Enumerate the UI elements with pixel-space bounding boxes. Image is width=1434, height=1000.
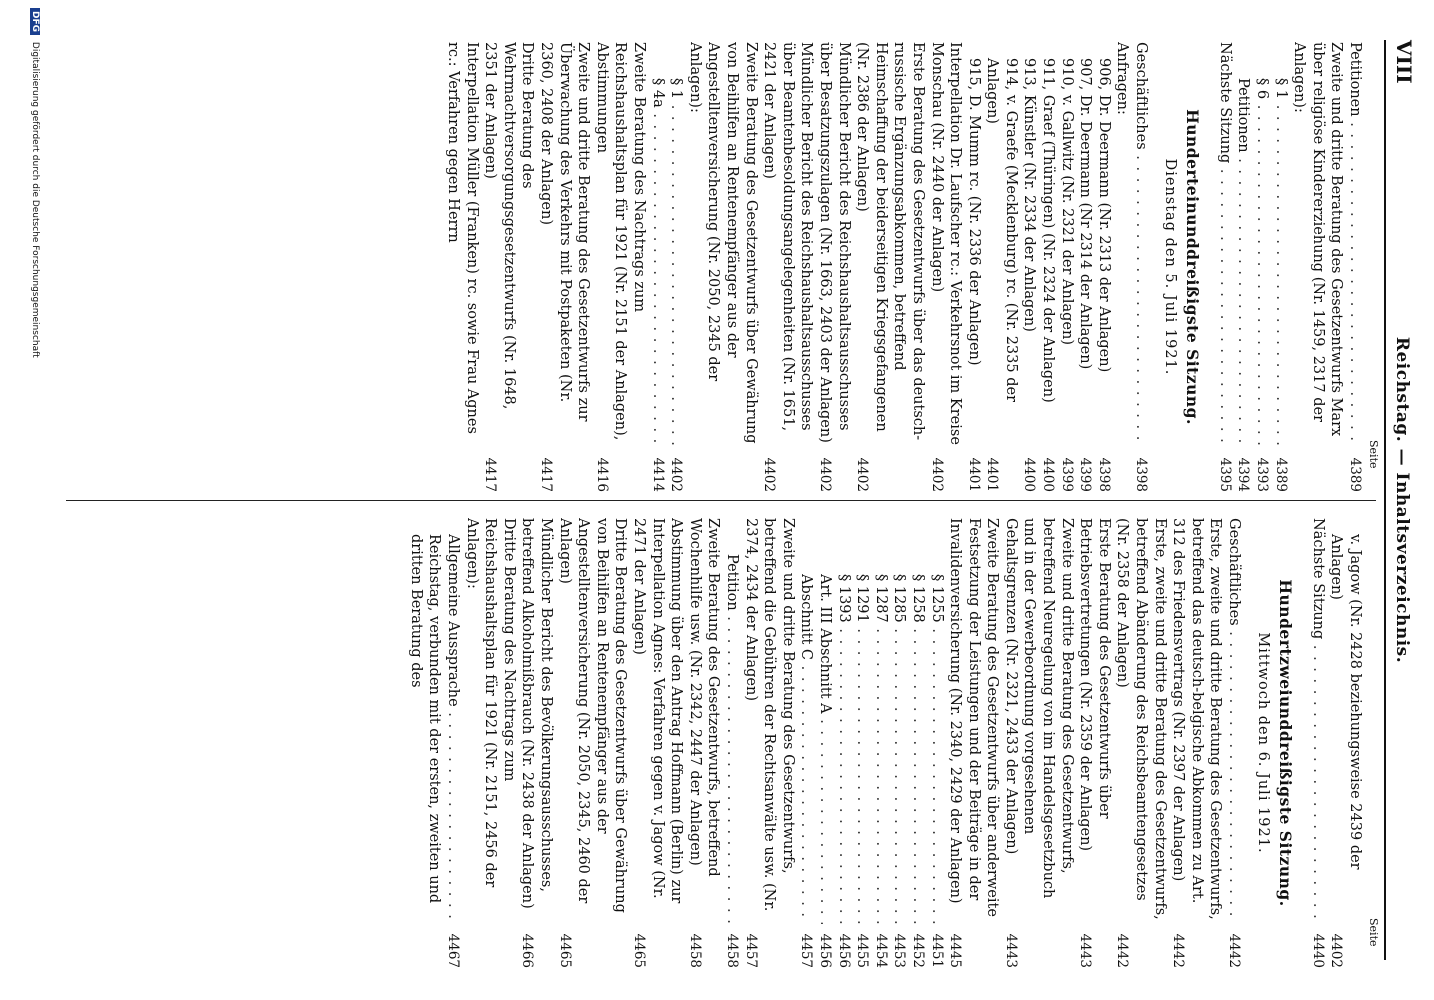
toc-entry-page: 4402 [854,457,871,492]
left-column [444,42,1365,492]
toc-entry [1057,42,1076,492]
toc-entry-text: § 6 . . . [1252,78,1271,448]
toc-entry-page: 4401 [984,457,1001,492]
toc-entry-page: 4442 [1114,933,1131,968]
toc-entry [1234,42,1253,492]
toc-entry [983,42,1020,492]
toc-entry-page: 4440 [1309,933,1326,968]
toc-entry-page: 4416 [593,457,610,492]
toc-entry-text: § 1393 . . . [834,574,853,924]
toc-entry [797,518,816,968]
toc-entry-text: § 1 . . . [667,78,686,448]
toc-entry-text: Erste Beratung des Gesetzentwurfs über das deutsch-russische Ergänzungsabkommen, betreffend Heimschaffung der beiderseitigen Kriegsgefangenen (Nr. 2386 der Anlagen) [854,42,926,441]
toc-entry-page: 4445 [947,933,964,968]
toc-entry-page: 4442 [1226,933,1243,968]
toc-entry-text: 914, v. Graefe (Mecklenburg) rc. (Nr. 2335 der Anlagen) [984,58,1019,403]
toc-entry [444,42,481,492]
toc-entry [1308,518,1327,968]
toc-entry [741,518,797,968]
toc-entry-text: Zweite und dritte Beratung des Gesetzentwurfs, betreffend die Gebühren der Rechtsanwälte usw. (Nr. 2374, 2434 der Anlagen) [742,518,796,912]
toc-entry [890,518,909,968]
toc-entry-text: 910, v. Gallwitz (Nr. 2321 der Anlagen) [1058,58,1075,345]
dfg-logo: DFG [30,8,40,35]
toc-entry-text: 907, Dr. Deermann (Nr 2314 der Anlagen) [1077,58,1094,370]
toc-entry-page: 4389 [1272,457,1289,492]
toc-entry [1039,42,1058,492]
toc-entry [555,518,629,968]
section-title: Hundertzweiunddreißigste Sitzung. [1276,579,1296,907]
toc-entry-text: § 4a . . . [648,78,667,448]
toc-entry-text: 911, Graef (Thüringen) (Nr. 2324 der Anlagen) [1040,58,1057,403]
toc-entry-text: § 1287 . . . [871,574,890,924]
page-number: VIII [1392,40,1416,84]
toc-entry-page: 4402 [816,457,833,492]
toc-entry-page: 4402 [1328,933,1345,968]
toc-entry-text: v. Jagow (Nr. 2428 beziehungsweise 2439 der Anlagen) [1328,534,1363,870]
toc-entry-text: Nächste Sitzung . . . [1215,42,1234,448]
toc-entry-text: Zweite Beratung des Nachtrags zum Reichshaushaltsplan für 1921 (Nr. 2151 der Anlagen), Abstimmungen [593,42,648,441]
toc-entry-text: Petitionen . . . [1234,78,1253,448]
toc-entry-page: 4400 [1021,457,1038,492]
toc-entry-text: Geschäftliches . . . [1131,42,1150,448]
toc-entry [964,42,983,492]
toc-entry [927,518,946,968]
toc-entry-text: Geschäftliches . . . [1224,518,1243,924]
toc-entry-text: Zweite Beratung des Gesetzentwurfs über anderweite Festsetzung der Leistungen und der Beiträge in der Invalidenversicherung (Nr. 2340, 2429 der Anlagen) [947,518,1001,917]
toc-entry-text: Art. III Abschnitt A . . . [815,574,834,924]
toc-entry-text: 915, D. Mumm rc. (Nr. 2336 der Anlagen) [965,58,982,366]
toc-entry-page: 4457 [798,933,815,968]
toc-entry [815,518,834,968]
toc-entry [1094,42,1113,492]
toc-entry-text: § 1 . . . [1271,78,1290,448]
toc-entry-page: 4414 [649,457,666,492]
toc-entry-text: Anfragen: [1114,42,1131,115]
toc-entry-text: Erste Beratung des Gesetzentwurfs über Betriebsvertretungen (Nr. 2359 der Anlagen) [1077,518,1112,852]
toc-entry-text: Interpellation Dr. Laufscher rc.: Verkehrsnot im Kreise Monschau (Nr. 2440 der Anlagen) [928,42,964,445]
toc-entry-text: Zweite und dritte Beratung des Gesetzentwurfs zur Überwachung des Verkehrs mit Postpaketen (Nr. 2360, 2408 der Anlagen) [538,42,592,422]
toc-entry-text: Abstimmung über den Antrag Hoffmann (Berlin) zur Interpellation Agnes: Verfahren gegen v. Jagow (Nr. 2471 der Anlagen) [631,518,685,904]
section-title: Hunderteinunddreißigste Sitzung. [1183,109,1203,425]
toc-entry-text: Zweite und dritte Beratung des Gesetzentwurfs Marx über religiöse Kindererziehung (Nr. 1459, 2317 der Anlagen): [1291,42,1345,437]
toc-entry [1113,518,1169,968]
toc-entry [908,518,927,968]
toc-entry-text: § 1255 . . . [927,574,946,924]
toc-entry-text: § 1285 . . . [890,574,909,924]
toc-entry [1271,42,1290,492]
toc-entry [1076,42,1095,492]
toc-entry-page: 4466 [519,933,536,968]
toc-entry-text: Mündlicher Bericht des Bevölkerungsausschusses, betreffend Alkoholmißbrauch (Nr. 2438 der Anlagen) [519,518,555,909]
toc-entry [946,518,1002,968]
toc-entry-page: 4443 [1077,933,1094,968]
toc-entry [444,518,463,968]
toc-entry-page: 4399 [1058,457,1075,492]
section-date: Dienstag den 5. Juli 1921. [1161,158,1178,376]
toc-entry-page: 4399 [1077,457,1094,492]
toc-entry-page: 4394 [1235,457,1252,492]
toc-entry [1252,42,1271,492]
toc-entry [1001,518,1075,968]
toc-entry-text: § 1258 . . . [908,574,927,924]
toc-entry-page: 4455 [854,933,871,968]
toc-entry-page: 4465 [556,933,573,968]
toc-entry-text: 913, Künstler (Nr. 2334 der Anlagen) [1021,58,1038,332]
toc-entry-page: 4457 [742,933,759,968]
toc-entry-text: Dritte Beratung des Wehrmachtversorgungsgesetzentwurfs (Nr. 1648, 2351 der Anlagen) [482,42,536,410]
toc-entry-page: 4393 [1254,457,1271,492]
toc-entry [592,42,648,492]
toc-entry [722,518,741,968]
toc-entry [1215,42,1234,492]
toc-entry-page: 4398 [1095,457,1112,492]
toc-entry-text: § 1291 . . . [853,574,872,924]
toc-entry-page: 4453 [891,933,908,968]
toc-entry [1076,518,1113,968]
toc-entry [1327,518,1364,968]
toc-entry [1131,42,1150,492]
toc-entry [1345,42,1364,492]
toc-entry-text: Petitionen . . . [1345,42,1364,448]
toc-entry-text: Mündlicher Bericht des Reichshaushaltsausschusses über Besatzungszulagen (Nr. 1663, 2403 der Anlagen) [816,42,852,443]
page-title: Reichstag. — Inhaltsverzeichnis. [1392,336,1412,664]
toc-entry-text: Abschnitt C . . . [797,574,816,924]
toc-entry-page: 4458 [686,933,703,968]
toc-entry [1169,518,1225,968]
toc-entry-text: Nächste Sitzung . . . [1308,518,1327,924]
toc-entry-text: Dritte Beratung des Nachtrags zum Reichshaushaltsplan für 1921 (Nr. 2151, 2456 der Anlagen): [463,518,517,888]
toc-entry-page: 4402 [928,457,945,492]
toc-entry [1224,518,1243,968]
toc-entry-page: 4398 [1133,457,1150,492]
toc-entry-page: 4417 [482,457,499,492]
toc-entry [815,42,852,492]
column-label-right: Seite [1367,918,1380,947]
toc-entry [871,518,890,968]
column-divider [66,500,1376,501]
toc-entry [462,518,518,968]
toc-entry [518,518,555,968]
toc-entry [1290,42,1346,492]
toc-entry-page: 4417 [538,457,555,492]
toc-entry-text: Interpellation Müller (Franken) rc. sowie Frau Agnes rc.: Verfahren gegen Herrn [445,42,480,434]
toc-entry [1020,42,1039,492]
toc-entry-page: 4456 [835,933,852,968]
toc-entry-text: Mündlicher Bericht des Reichshaushaltsausschusses über Beamtenbesoldungsangelegenheiten (Nr. 1651, 2421 der Anlagen) [761,42,815,432]
toc-entry [629,518,685,968]
toc-entry-page: 4454 [872,933,889,968]
toc-entry [648,42,667,492]
toc-entry [667,42,686,492]
toc-entry-text: Zweite Beratung des Gesetzentwurfs über Gewährung von Beihilfen an Rentenempfänger aus der Angestelltenversicherung (Nr. 2050, 2345 der Anlagen): [686,42,759,444]
toc-entry-page: 4395 [1216,457,1233,492]
toc-entry-page: 4458 [724,933,740,968]
toc-entry [536,42,592,492]
toc-entry [1113,42,1132,492]
toc-entry-page: 4465 [631,933,648,968]
footer-text: Digitalisierung gefördert durch die Deutsche Forschungsgemeinschaft [30,41,40,358]
toc-entry [853,42,927,492]
toc-entry [760,42,816,492]
section-date: Mittwoch den 6. Juli 1921. [1254,632,1271,854]
toc-entry [853,518,872,968]
toc-entry [685,42,759,492]
toc-entry-page: 4402 [761,457,778,492]
toc-entry-page: 4451 [928,933,945,968]
toc-entry-text: Reichstag, verbunden mit der ersten, zweiten und dritten Beratung des [407,534,443,904]
column-label-left: Seite [1367,440,1380,469]
toc-entry [927,42,964,492]
toc-entry-text: Erste, zweite und dritte Beratung des Gesetzentwurfs, betreffend das deutsch-belgische Abkommen zu Art. 312 des Friedensvertrags (Nr. 2397 der Anlagen) [1170,518,1224,920]
toc-entry-page: 4452 [909,933,926,968]
toc-entry [481,42,537,492]
toc-entry-text: Zweite Beratung des Gesetzentwurfs, betreffend Wochenhilfe usw. (Nr. 2342, 2447 der Anlagen) [686,518,722,877]
toc-entry-text: Erste, zweite und dritte Beratung des Gesetzentwurfs, betreffend Abänderung des Reichsbeamtengesetzes (Nr. 2358 der Anlagen) [1114,518,1168,920]
toc-entry-page: 4401 [965,457,982,492]
toc-entry-page: 4467 [445,933,462,968]
toc-entry-text: 906, Dr. Deermann (Nr. 2313 der Anlagen) [1095,58,1112,373]
toc-entry-page: 4389 [1347,457,1363,492]
toc-entry-text: Petition . . . [722,554,741,924]
toc-entry [685,518,722,968]
toc-entry [406,518,443,968]
footer-credit [30,0,40,1000]
toc-entry-page: 4402 [668,457,685,492]
toc-entry-page: 4443 [1002,933,1019,968]
right-column [406,518,1364,968]
toc-entry-page: 4456 [816,933,833,968]
toc-entry-text: Zweite und dritte Beratung des Gesetzentwurfs, betreffend Neuregelung von im Handelsgesetzbuch und in der Gewerbeordnung vorgesehenen Gehaltsgrenzen (Nr. 2321, 2433 der Anlagen) [1002,518,1075,899]
page-header [1384,40,1424,960]
toc-entry-text: Dritte Beratung des Gesetzentwurfs über Gewährung von Beihilfen an Rentenempfänger aus der Angestelltenversicherung (Nr. 2050, 2345, 2460 der Anlagen) [556,518,629,913]
toc-entry-text: Allgemeine Aussprache . . . [444,534,463,924]
toc-entry-page: 4442 [1170,933,1187,968]
toc-entry-page: 4400 [1040,457,1057,492]
toc-entry [834,518,853,968]
